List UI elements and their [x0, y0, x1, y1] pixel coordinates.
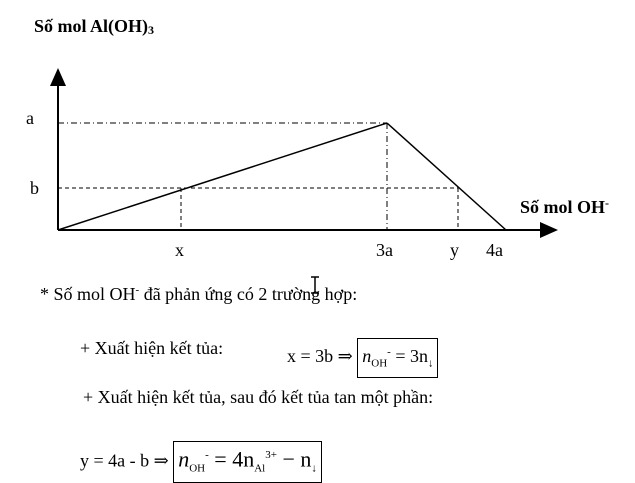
- case2-formula-box: [173, 441, 322, 483]
- case2-mid: = 4n: [208, 446, 255, 472]
- case1-formula-box: [357, 338, 438, 378]
- case2-sup2: 3+: [265, 449, 277, 461]
- y-tick-a: a: [26, 108, 34, 128]
- implies-arrow-1: ⇒: [337, 346, 353, 366]
- falling-segment: [387, 123, 506, 230]
- case1-sub: OH: [371, 357, 388, 370]
- x-tick-x: x: [175, 240, 184, 260]
- case1-rhs: = 3n: [390, 346, 428, 366]
- heading-sup: -: [135, 284, 140, 296]
- case2-equation: [80, 441, 322, 483]
- case1-n: n: [362, 346, 372, 366]
- heading-prefix: * Số mol OH: [40, 284, 136, 304]
- text-cursor-icon: [310, 276, 320, 294]
- y-axis-title-main: Số mol Al(OH): [34, 16, 149, 36]
- x-tick-3a: 3a: [376, 240, 393, 260]
- y-axis-title-sub: 3: [148, 23, 155, 37]
- implies-arrow-2: ⇒: [153, 450, 169, 471]
- case2-sub2: Al: [254, 462, 266, 475]
- case1-eq: x = 3b: [287, 346, 334, 366]
- case1-down: ↓: [427, 357, 434, 370]
- x-tick-4a: 4a: [486, 240, 503, 260]
- case1-equation: [287, 338, 438, 378]
- heading-rest: đã phản ứng có 2 trường hợp:: [139, 284, 358, 304]
- x-axis-title-sup: -: [605, 196, 610, 210]
- case2-down: ↓: [311, 462, 317, 475]
- case2-sup: -: [205, 449, 209, 461]
- x-tick-y: y: [450, 240, 459, 260]
- rising-segment: [58, 123, 387, 230]
- case2-sub: OH: [189, 462, 206, 475]
- case2-eq: y = 4a - b: [80, 450, 150, 471]
- case2-minus: − n: [276, 446, 312, 472]
- case2-n: n: [178, 446, 190, 472]
- y-tick-b: b: [30, 178, 39, 198]
- case1-label: + Xuất hiện kết tủa:: [80, 338, 224, 358]
- case1-sup: -: [387, 346, 391, 358]
- case2-label: + Xuất hiện kết tủa, sau đó kết tủa tan một phần:: [83, 387, 434, 407]
- x-axis-title-main: Số mol OH: [520, 197, 606, 217]
